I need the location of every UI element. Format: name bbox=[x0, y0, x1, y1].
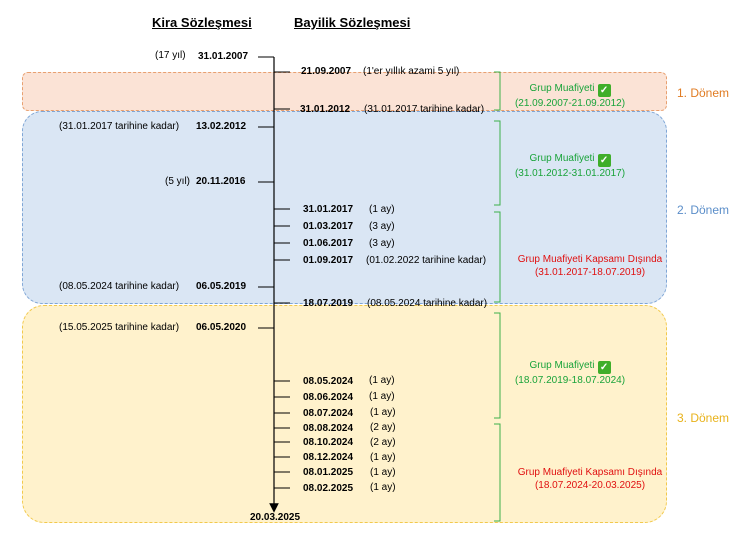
bracket-title: Grup Muafiyeti bbox=[529, 153, 595, 164]
lease-note: (17 yıl) bbox=[155, 50, 186, 61]
dealer-date: 01.09.2017 bbox=[303, 255, 354, 266]
dealer-header: Bayilik Sözleşmesi bbox=[294, 15, 411, 30]
bracket-line bbox=[494, 72, 500, 110]
end-date: 20.03.2025 bbox=[250, 512, 301, 523]
period-label-3: 3. Dönem bbox=[677, 411, 730, 425]
dealer-date: 01.03.2017 bbox=[303, 221, 354, 232]
dealer-note: (3 ay) bbox=[369, 238, 395, 249]
bracket-range: (21.09.2007-21.09.2012) bbox=[514, 98, 626, 109]
dealer-note: (1 ay) bbox=[370, 407, 396, 418]
dealer-note: (1'er yıllık azami 5 yıl) bbox=[363, 66, 460, 77]
lease-date: 20.11.2016 bbox=[196, 176, 246, 187]
dealer-date: 08.10.2024 bbox=[303, 437, 354, 448]
dealer-note: (08.05.2024 tarihine kadar) bbox=[367, 298, 488, 309]
lease-note: (08.05.2024 tarihine kadar) bbox=[59, 281, 180, 292]
dealer-note: (2 ay) bbox=[370, 422, 396, 433]
bracket-range: (18.07.2019-18.07.2024) bbox=[514, 375, 626, 386]
period-label-1: 1. Dönem bbox=[677, 86, 730, 100]
bracket-title: Grup Muafiyeti Kapsamı Dışında bbox=[517, 254, 663, 265]
lease-date: 13.02.2012 bbox=[196, 121, 247, 132]
lease-date: 06.05.2020 bbox=[196, 322, 247, 333]
dealer-date: 08.08.2024 bbox=[303, 423, 354, 434]
dealer-note: (3 ay) bbox=[369, 221, 395, 232]
bracket-label-3 bbox=[510, 253, 670, 279]
bracket-label-1 bbox=[505, 82, 635, 110]
bracket-label-5 bbox=[510, 466, 670, 492]
dealer-date: 31.01.2012 bbox=[300, 104, 351, 115]
dealer-date: 08.07.2024 bbox=[303, 408, 354, 419]
bracket-line bbox=[494, 212, 500, 302]
check-icon: ✓ bbox=[598, 154, 611, 167]
check-icon: ✓ bbox=[598, 84, 611, 97]
dealer-note: (1 ay) bbox=[369, 375, 395, 386]
bracket-title: Grup Muafiyeti bbox=[529, 360, 595, 371]
bracket-range: (31.01.2012-31.01.2017) bbox=[514, 168, 626, 179]
lease-date: 31.01.2007 bbox=[198, 51, 249, 62]
lease-note: (5 yıl) bbox=[165, 176, 190, 187]
lease-note: (31.01.2017 tarihine kadar) bbox=[59, 121, 180, 132]
dealer-note: (01.02.2022 tarihine kadar) bbox=[366, 255, 487, 266]
bracket-line bbox=[494, 424, 500, 521]
bracket-line bbox=[494, 121, 500, 205]
dealer-note: (31.01.2017 tarihine kadar) bbox=[364, 104, 485, 115]
lease-header: Kira Sözleşmesi bbox=[152, 15, 252, 30]
dealer-date: 18.07.2019 bbox=[303, 298, 354, 309]
dealer-date: 31.01.2017 bbox=[303, 204, 354, 215]
lease-date: 06.05.2019 bbox=[196, 281, 247, 292]
bracket-range: (31.01.2017-18.07.2019) bbox=[534, 267, 646, 278]
period-label-2: 2. Dönem bbox=[677, 203, 730, 217]
dealer-note: (1 ay) bbox=[370, 452, 396, 463]
dealer-note: (2 ay) bbox=[370, 437, 396, 448]
bracket-title: Grup Muafiyeti Kapsamı Dışında bbox=[517, 467, 663, 478]
dealer-date: 08.02.2025 bbox=[303, 483, 354, 494]
dealer-note: (1 ay) bbox=[369, 204, 395, 215]
dealer-date: 01.06.2017 bbox=[303, 238, 354, 249]
dealer-date: 08.06.2024 bbox=[303, 392, 354, 403]
dealer-date: 08.12.2024 bbox=[303, 452, 354, 463]
check-icon: ✓ bbox=[598, 361, 611, 374]
bracket-line bbox=[494, 313, 500, 418]
bracket-title: Grup Muafiyeti bbox=[529, 83, 595, 94]
bracket-label-4 bbox=[505, 359, 635, 387]
lease-note: (15.05.2025 tarihine kadar) bbox=[59, 322, 180, 333]
bracket-range: (18.07.2024-20.03.2025) bbox=[534, 480, 646, 491]
dealer-note: (1 ay) bbox=[370, 467, 396, 478]
dealer-date: 21.09.2007 bbox=[301, 66, 352, 77]
dealer-date: 08.05.2024 bbox=[303, 376, 354, 387]
dealer-note: (1 ay) bbox=[370, 482, 396, 493]
dealer-date: 08.01.2025 bbox=[303, 467, 354, 478]
bracket-label-2 bbox=[505, 152, 635, 180]
dealer-note: (1 ay) bbox=[369, 391, 395, 402]
